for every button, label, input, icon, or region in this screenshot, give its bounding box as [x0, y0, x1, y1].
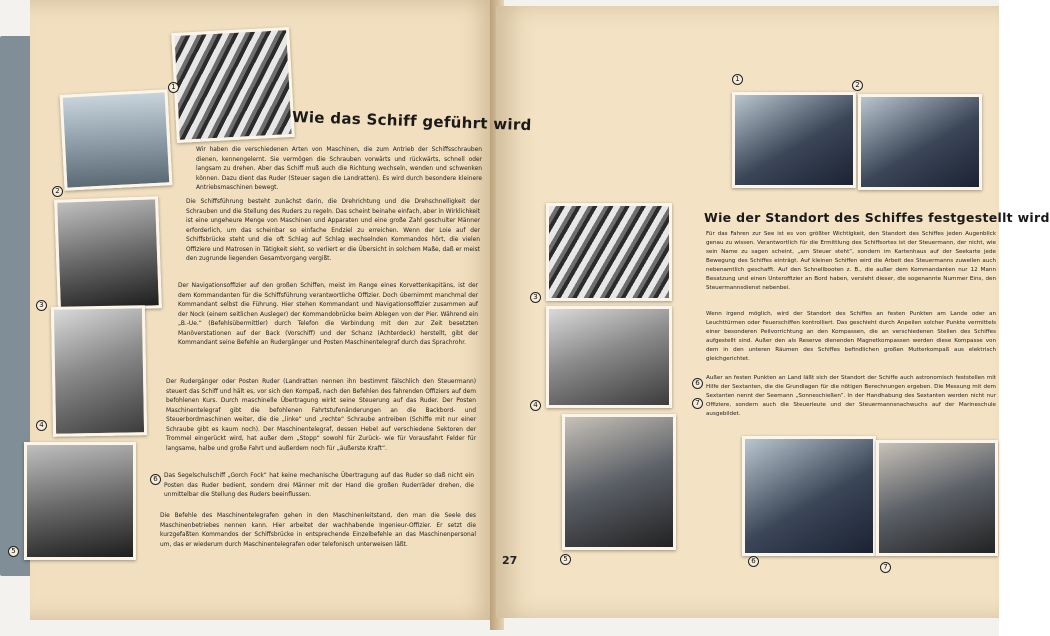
left-paragraph-4: Der Rudergänger oder Posten Ruder (Landratten nennen ihn bestimmt fälschlich den Steuermann) steuert das Schiff und hält es, vor sich den Kompaß, nach den Befehlen des fahrenden Offiziers auf dem befohlenen Kurs. Durch maschinelle Übertragung wirkt seine Steuerung auf das Ruder. Der Posten Maschinentelegraf gibt die befohlenen Fahrtstufenänderungen an die Backbord- und Steuerbordmaschinen weiter, die die „linke“ und „rechte“ Schraube antreiben (Schiffe mit nur einer Schraube gibt es kaum noch). Der Maschinentelegraf, dessen Hebel auf verschiedene Sektoren der Trommel eingerückt wird, hat außer dem „Stopp“ sowohl für Zurück- wie für Vorausfahrt Felder für langsame, halbe und große Fahrt und außerdem noch für „äußerste Kraft“. [166, 379, 476, 452]
left-paragraph-3: Der Navigationsoffizier auf den großen Schiffen, meist im Range eines Korvettenkapitäns, ist der dem Kommandanten für die Schiffsführung verantwortliche Offizier. Doch übernimmt manchmal der Kommandant selbst die Führung. Hier stehen Kommandant und Navigationsoffizier zusammen auf der Nock (einem seitlichen Ausleger) der Kommandobrücke beim Ablegen von der Pier. Während ein „B.-Ue.“ (Befehlsübermittler) durch Telefon die Verbindung mit den zur Zeit besetzten Manöverstationen auf der Back (Vorschiff) und der Schanz (Achterdeck) herstellt, gibt der Kommandant seine Befehle an Rudergänger und Posten Maschinentelegraf durch das Sprachrohr. [178, 283, 478, 346]
photo-left-1 [171, 27, 295, 143]
photo-number: 6 [748, 556, 759, 567]
paragraph-marker: 6 [692, 378, 703, 389]
photo-right-7 [876, 440, 998, 556]
page-number: 27 [502, 554, 518, 567]
photo-right-4 [546, 306, 672, 408]
photo-right-1 [732, 92, 856, 188]
right-page-title: Wie der Standort des Schiffes festgestellt wird [704, 210, 1050, 225]
photo-number: 2 [852, 80, 863, 91]
left-page-title: Wie das Schiff geführt wird [291, 107, 532, 135]
photo-number: 5 [8, 546, 19, 557]
photo-right-3 [546, 203, 672, 301]
photo-left-3 [54, 196, 162, 312]
right-paragraph-1: Für das Fahren zur See ist es von größter Wichtigkeit, den Standort des Schiffes jeden Augenblick genau zu wissen. Verantwortlich für die Ermittlung des Schiffsortes ist der Steuermann, der nicht, wie sein Name zu sagen scheint, „am Steuer steht“, sondern im Kartenhaus auf der Seekarte jede Bewegung des Schiffes einträgt. Auf kleinen Schiffen wird die Arbeit des Steuermanns zuweilen auch nebenamtlich geschafft. Auf den Schnellbooten z. B., die außer dem Kommandanten nur 12 Mann Besatzung und einen Unteroffizier an Bord haben, versieht dieser, die sogenannte Nummer Eins, den Steuermannsdienst nebenbei. [706, 231, 996, 291]
photo-left-4 [51, 305, 147, 437]
photo-number: 1 [168, 82, 179, 93]
photo-right-5 [562, 414, 676, 550]
left-paragraph-6: Die Befehle des Maschinentelegrafen gehen in den Maschinenleitstand, den man die Seele des Maschinenbetriebes nennen kann. Hier arbeitet der wachhabende Ingenieur-Offizier. Er setzt die kurzgefaßten Kommandos der Schiffsbrücke in entsprechende Einzelbefehle an das Maschinenpersonal um, das er wiederum durch Maschinentelegrafen oder telefonisch unterweisen läßt. [160, 513, 476, 548]
photo-number: 1 [732, 74, 743, 85]
photo-number: 6 [150, 474, 161, 485]
paragraph-marker: 7 [692, 398, 703, 409]
photo-number: 3 [530, 292, 541, 303]
photo-left-5 [24, 442, 136, 560]
right-paragraph-3: Außer an festen Punkten an Land läßt sich der Standort der Schiffe auch astronomisch feststellen mit Hilfe der Sextanten, die die Grundlagen für die nötigen Berechnungen ergeben. Die Messung mit dem Sextanten nennt der Seemann „Sonneschießen“. In der Handhabung des Sextanten werden nicht nur Offiziere, sondern auch die Steuerleute und der Steuermannsnachwuchs auf der Marineschule ausgebildet. [706, 375, 996, 417]
photo-right-6 [742, 436, 876, 556]
photo-number: 4 [36, 420, 47, 431]
photo-number: 5 [560, 554, 571, 565]
photo-number: 7 [880, 562, 891, 573]
right-paragraph-2: Wenn irgend möglich, wird der Standort des Schiffes an festen Punkten am Lande oder an Leuchttürmen oder Feuerschiffen kontrolliert. Das geschieht durch Anpeilen solcher Punkte vermittels einer besonderen Peilvorrichtung an den Kompassen, die an verschiedenen Stellen des Schiffes aufgestellt sind. Außer den als Reserve dienenden Magnetkompassen werden diese Kompasse von dem in den unteren Räumen des Schiffes befindlichen großen Mutterkompaß aus elektrisch gleichgerichtet. [706, 311, 996, 362]
left-paragraph-5: Das Segelschulschiff „Gorch Fock“ hat keine mechanische Übertragung auf das Ruder so daß nicht ein Posten das Ruder bedient, sondern drei Männer mit der Hand die großen Ruderräder drehen, die unmittelbar die Stellung des Ruders beeinflussen. [164, 473, 474, 498]
left-paragraph-2: Die Schiffsführung besteht zunächst darin, die Drehrichtung und die Drehschnelligkeit der Schrauben und die Stellung des Ruders zu regeln. Das scheint beinahe einfach, aber in Wirklichkeit ist eine ungeheure Menge von Maschinen und Apparaten und eine große Zahl geschulter Männer erforderlich, um das scheinbar so einfache Endziel zu erreichen. Wenn der Loie auf der Schiffsbrücke steht und die oft Schlag auf Schlag wechselnden Kommandos hört, die vielen Offiziere und Matrosen in Tätigkeit sieht, so verliert er die Übersicht in solchem Maße, daß er meist den zugrunde liegenden Gesamtvorgang vergißt. [186, 199, 480, 262]
photo-left-2 [60, 89, 173, 191]
photo-number: 4 [530, 400, 541, 411]
left-paragraph-1: Wir haben die verschiedenen Arten von Maschinen, die zum Antrieb der Schiffsschrauben dienen, kennengelernt. Sie vermögen die Schrauben vorwärts und rückwärts, schnell oder langsam zu drehen. Aber das Schiff muß auch die Richtung wechseln, wenden und schwenken können. Dazu dient das Ruder (Steuer sagen die Landratten). Es wird durch besondere kleinere Antriebsmaschinen bewegt. [196, 147, 482, 191]
photo-number: 2 [52, 186, 63, 197]
photo-number: 3 [36, 300, 47, 311]
photo-right-2 [858, 94, 982, 190]
